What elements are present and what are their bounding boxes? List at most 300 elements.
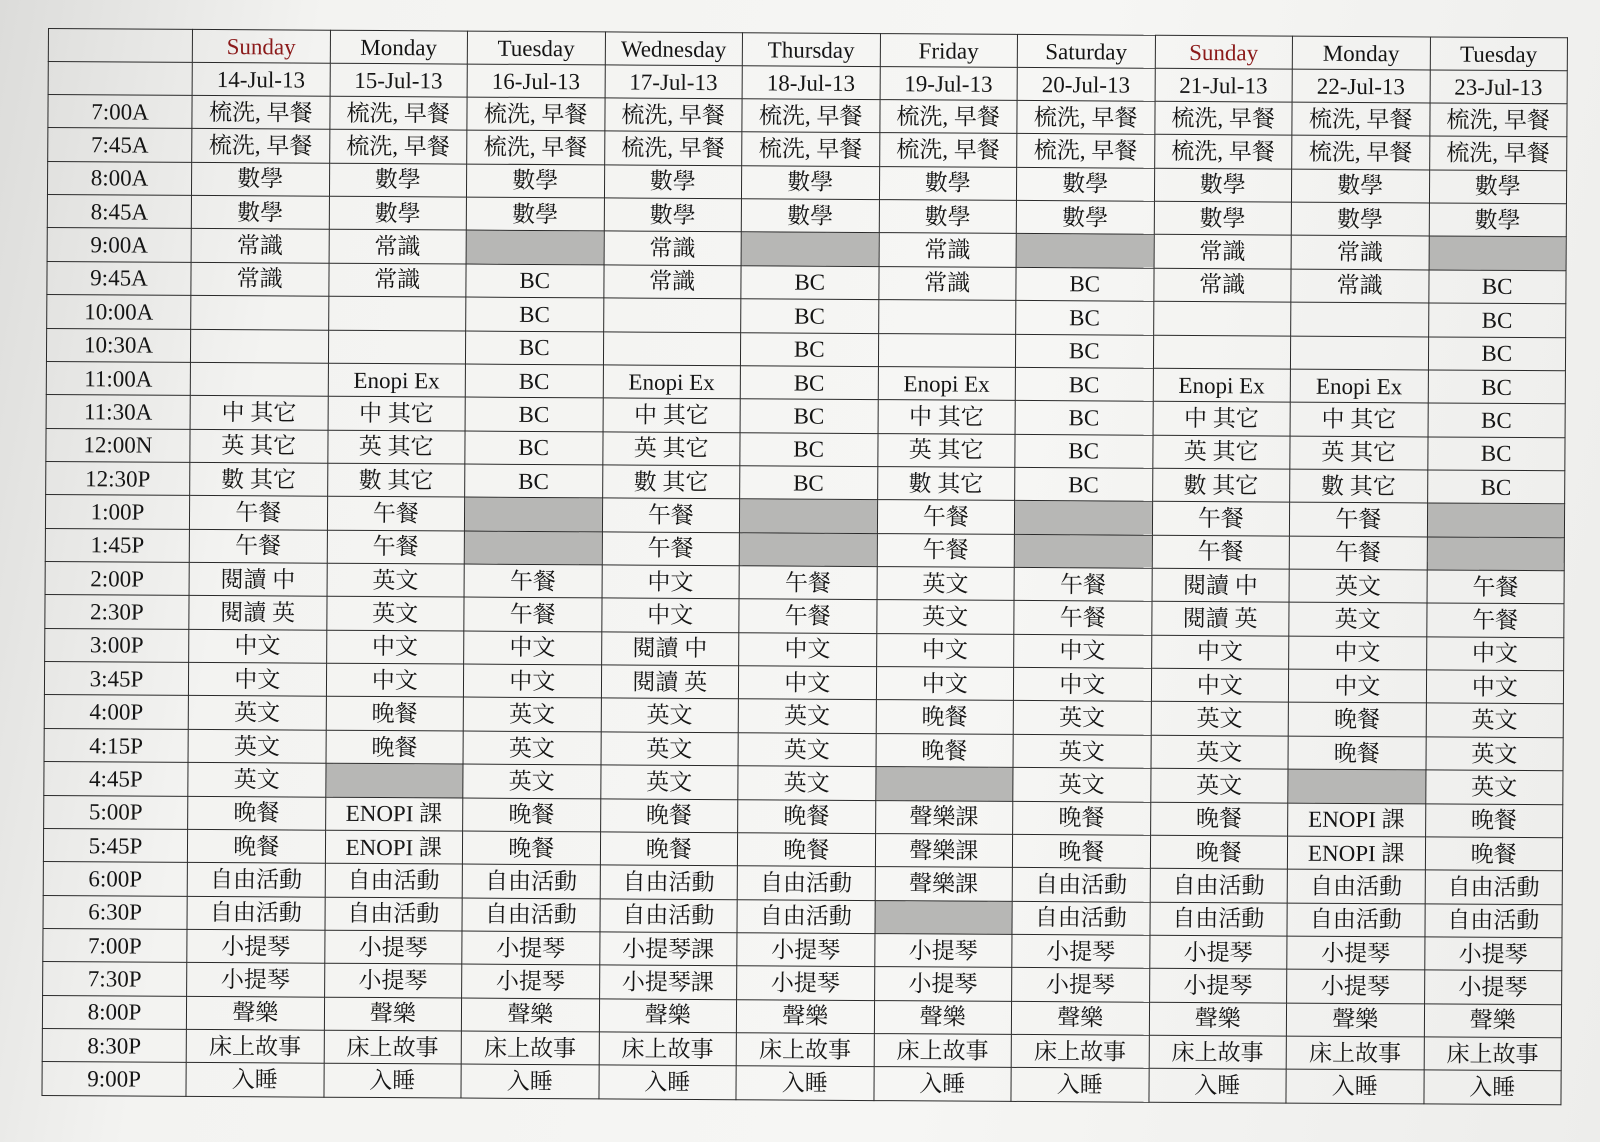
schedule-cell: 午餐 bbox=[327, 497, 465, 531]
schedule-cell: 常識 bbox=[1153, 268, 1291, 302]
schedule-cell: Enopi Ex bbox=[878, 366, 1016, 400]
schedule-cell: 數學 bbox=[879, 200, 1017, 234]
time-slot-label: 8:00P bbox=[42, 995, 186, 1029]
schedule-cell: 常識 bbox=[1154, 235, 1292, 269]
schedule-cell: 晚餐 bbox=[1425, 837, 1563, 871]
schedule-cell: ENOPI 課 bbox=[325, 830, 463, 864]
schedule-cell: 小提琴 bbox=[187, 963, 325, 997]
shaded-cell bbox=[875, 767, 1013, 801]
schedule-cell: 常識 bbox=[878, 266, 1016, 300]
schedule-cell: 數 其它 bbox=[602, 465, 740, 499]
schedule-cell: 閱讀 中 bbox=[1152, 568, 1290, 602]
schedule-cell: 中 其它 bbox=[1290, 402, 1428, 436]
schedule-cell: 梳洗, 早餐 bbox=[192, 95, 330, 129]
day-header-4: Thursday bbox=[742, 33, 880, 67]
schedule-cell: Enopi Ex bbox=[1290, 369, 1428, 403]
schedule-cell: 數 其它 bbox=[1152, 468, 1290, 502]
schedule-cell: 英文 bbox=[1150, 768, 1288, 802]
schedule-cell: 自由活動 bbox=[737, 866, 875, 900]
schedule-cell: 數學 bbox=[466, 164, 604, 198]
schedule-cell: 午餐 bbox=[877, 533, 1015, 567]
schedule-cell: 中文 bbox=[326, 630, 464, 664]
schedule-cell: 小提琴 bbox=[1287, 969, 1425, 1003]
schedule-cell: 入睡 bbox=[1286, 1070, 1424, 1104]
schedule-cell: 梳洗, 早餐 bbox=[1154, 135, 1292, 169]
day-header-5: Friday bbox=[880, 34, 1018, 68]
schedule-cell: 晚餐 bbox=[876, 733, 1014, 767]
date-header-1: 15-Jul-13 bbox=[330, 63, 468, 97]
schedule-cell: 英 其它 bbox=[1290, 436, 1428, 470]
schedule-cell: BC bbox=[465, 431, 603, 465]
schedule-cell: 小提琴課 bbox=[599, 932, 737, 966]
schedule-cell: 中文 bbox=[739, 632, 877, 666]
shaded-cell bbox=[1429, 236, 1567, 270]
schedule-cell: 英文 bbox=[1151, 702, 1289, 736]
schedule-cell: 入睡 bbox=[873, 1067, 1011, 1101]
schedule-cell: 中 其它 bbox=[1153, 401, 1291, 435]
schedule-cell: 小提琴 bbox=[1424, 970, 1562, 1004]
time-slot-label: 5:00P bbox=[44, 795, 188, 829]
schedule-cell: 常識 bbox=[1291, 236, 1429, 270]
schedule-cell: 中文 bbox=[1151, 635, 1289, 669]
schedule-cell: 自由活動 bbox=[600, 865, 738, 899]
time-slot-label: 4:45P bbox=[44, 762, 188, 796]
schedule-cell: BC bbox=[741, 299, 879, 333]
schedule-cell: 入睡 bbox=[323, 1064, 461, 1098]
time-slot-label: 10:30A bbox=[46, 328, 190, 362]
schedule-cell: 英文 bbox=[738, 766, 876, 800]
schedule-cell bbox=[1291, 302, 1429, 336]
schedule-cell: BC bbox=[1427, 470, 1565, 504]
schedule-cell: 午餐 bbox=[602, 498, 740, 532]
schedule-cell: 英文 bbox=[188, 696, 326, 730]
schedule-cell: 常識 bbox=[191, 262, 329, 296]
schedule-cell: 英文 bbox=[738, 699, 876, 733]
shaded-cell bbox=[1288, 769, 1426, 803]
schedule-cell: BC bbox=[1015, 467, 1153, 501]
schedule-cell: 英文 bbox=[877, 567, 1015, 601]
schedule-cell: 中文 bbox=[1014, 634, 1152, 668]
date-header-5: 19-Jul-13 bbox=[880, 67, 1018, 101]
schedule-cell: 小提琴 bbox=[874, 967, 1012, 1001]
schedule-cell: 梳洗, 早餐 bbox=[1017, 134, 1155, 168]
schedule-cell: BC bbox=[740, 399, 878, 433]
schedule-cell: 聲樂 bbox=[874, 1000, 1012, 1034]
schedule-cell: 中 其它 bbox=[878, 400, 1016, 434]
schedule-cell: 聲樂 bbox=[186, 996, 324, 1030]
schedule-cell: 英文 bbox=[327, 563, 465, 597]
schedule-cell: 床上故事 bbox=[1286, 1036, 1424, 1070]
schedule-cell: 中文 bbox=[189, 629, 327, 663]
schedule-cell bbox=[603, 298, 741, 332]
schedule-cell: 中文 bbox=[1013, 668, 1151, 702]
schedule-cell: 自由活動 bbox=[1425, 870, 1563, 904]
schedule-cell: 中文 bbox=[463, 664, 601, 698]
shaded-cell bbox=[464, 497, 602, 531]
shaded-cell bbox=[739, 499, 877, 533]
schedule-cell: 英文 bbox=[1013, 768, 1151, 802]
schedule-cell: 中 其它 bbox=[190, 396, 328, 430]
schedule-cell: 自由活動 bbox=[599, 899, 737, 933]
schedule-cell: 英文 bbox=[1289, 569, 1427, 603]
schedule-cell: BC bbox=[740, 466, 878, 500]
schedule-cell: 晚餐 bbox=[462, 831, 600, 865]
schedule-cell: 英文 bbox=[1426, 703, 1564, 737]
schedule-cell: 自由活動 bbox=[1424, 904, 1562, 938]
schedule-cell: 晚餐 bbox=[188, 796, 326, 830]
schedule-cell bbox=[1153, 301, 1291, 335]
schedule-cell: 閱讀 英 bbox=[601, 665, 739, 699]
schedule-cell: BC bbox=[465, 397, 603, 431]
schedule-cell: BC bbox=[1428, 270, 1566, 304]
schedule-cell: 英 其它 bbox=[327, 430, 465, 464]
schedule-cell: 梳洗, 早餐 bbox=[467, 130, 605, 164]
schedule-cell: 數學 bbox=[329, 196, 467, 230]
schedule-cell: 聲樂 bbox=[1424, 1004, 1562, 1038]
schedule-cell: 英文 bbox=[188, 729, 326, 763]
schedule-cell: 中文 bbox=[1426, 670, 1564, 704]
time-slot-label: 7:00A bbox=[48, 95, 192, 129]
schedule-cell: 聲樂 bbox=[324, 997, 462, 1031]
schedule-cell: Enopi Ex bbox=[328, 363, 466, 397]
schedule-cell: 小提琴 bbox=[324, 964, 462, 998]
schedule-cell: 梳洗, 早餐 bbox=[1154, 101, 1292, 135]
time-slot-label: 8:30P bbox=[42, 1029, 186, 1063]
schedule-cell: 常識 bbox=[604, 231, 742, 265]
time-slot-label: 4:00P bbox=[44, 695, 188, 729]
schedule-cell: 英 其它 bbox=[602, 431, 740, 465]
schedule-cell: 英文 bbox=[1425, 770, 1563, 804]
schedule-cell: 數 其它 bbox=[190, 462, 328, 496]
schedule-cell: 床上故事 bbox=[186, 1029, 324, 1063]
schedule-cell: 午餐 bbox=[1014, 601, 1152, 635]
schedule-cell: 英文 bbox=[1289, 602, 1427, 636]
schedule-cell bbox=[1290, 336, 1428, 370]
schedule-cell: 梳洗, 早餐 bbox=[192, 129, 330, 163]
shaded-cell bbox=[739, 532, 877, 566]
schedule-cell: BC bbox=[465, 331, 603, 365]
schedule-cell: 中 其它 bbox=[328, 396, 466, 430]
schedule-cell: 梳洗, 早餐 bbox=[879, 133, 1017, 167]
schedule-cell: BC bbox=[466, 297, 604, 331]
shaded-cell bbox=[1427, 537, 1565, 571]
schedule-cell: 自由活動 bbox=[737, 899, 875, 933]
shaded-cell bbox=[741, 232, 879, 266]
schedule-cell: ENOPI 課 bbox=[1288, 803, 1426, 837]
schedule-cell: 晚餐 bbox=[600, 832, 738, 866]
schedule-cell bbox=[603, 331, 741, 365]
schedule-cell bbox=[1153, 335, 1291, 369]
schedule-cell: Enopi Ex bbox=[603, 365, 741, 399]
schedule-cell: 小提琴 bbox=[1149, 935, 1287, 969]
schedule-cell: 午餐 bbox=[464, 597, 602, 631]
schedule-cell: 午餐 bbox=[327, 530, 465, 564]
schedule-cell: 常識 bbox=[879, 233, 1017, 267]
schedule-cell: 常識 bbox=[1291, 269, 1429, 303]
schedule-cell: 小提琴 bbox=[1287, 936, 1425, 970]
schedule-cell: 入睡 bbox=[1148, 1069, 1286, 1103]
schedule-cell: 晚餐 bbox=[1288, 736, 1426, 770]
schedule-cell: 入睡 bbox=[598, 1065, 736, 1099]
schedule-cell: 梳洗, 早餐 bbox=[1292, 135, 1430, 169]
schedule-cell: 中文 bbox=[1151, 668, 1289, 702]
schedule-cell: 英文 bbox=[601, 698, 739, 732]
schedule-cell: 數學 bbox=[604, 165, 742, 199]
schedule-cell: 梳洗, 早餐 bbox=[742, 132, 880, 166]
schedule-cell: 午餐 bbox=[1289, 536, 1427, 570]
schedule-cell: BC bbox=[1016, 267, 1154, 301]
schedule-cell: 中文 bbox=[188, 662, 326, 696]
schedule-cell: 閱讀 英 bbox=[189, 596, 327, 630]
schedule-cell: 床上故事 bbox=[1149, 1035, 1287, 1069]
day-header-7: Sunday bbox=[1155, 35, 1293, 69]
schedule-cell: 英 其它 bbox=[1152, 435, 1290, 469]
schedule-cell: 小提琴 bbox=[874, 934, 1012, 968]
schedule-cell: 數學 bbox=[879, 166, 1017, 200]
schedule-cell: 自由活動 bbox=[1287, 869, 1425, 903]
schedule-cell: 數學 bbox=[1016, 167, 1154, 201]
schedule-cell: 自由活動 bbox=[325, 863, 463, 897]
day-header-1: Monday bbox=[330, 30, 468, 64]
schedule-cell: 數 其它 bbox=[327, 463, 465, 497]
time-slot-label: 3:45P bbox=[44, 662, 188, 696]
time-slot-label: 3:00P bbox=[45, 628, 189, 662]
schedule-cell: 英文 bbox=[463, 731, 601, 765]
time-slot-label: 6:30P bbox=[43, 895, 187, 929]
schedule-cell: 數學 bbox=[466, 197, 604, 231]
day-header-9: Tuesday bbox=[1430, 37, 1568, 71]
schedule-cell: 自由活動 bbox=[462, 898, 600, 932]
schedule-cell: 閱讀 中 bbox=[189, 562, 327, 596]
schedule-cell bbox=[190, 329, 328, 363]
schedule-cell: 梳洗, 早餐 bbox=[742, 99, 880, 133]
schedule-cell: 常識 bbox=[191, 229, 329, 263]
schedule-cell: 午餐 bbox=[464, 564, 602, 598]
schedule-cell: 中文 bbox=[326, 663, 464, 697]
schedule-cell: 數學 bbox=[1429, 170, 1567, 204]
schedule-cell: 午餐 bbox=[1289, 502, 1427, 536]
schedule-cell: 聲樂課 bbox=[875, 867, 1013, 901]
schedule-cell: 午餐 bbox=[739, 599, 877, 633]
schedule-cell: 自由活動 bbox=[1150, 869, 1288, 903]
schedule-cell: 閱讀 英 bbox=[1151, 602, 1289, 636]
schedule-cell: 中文 bbox=[464, 631, 602, 665]
time-slot-label: 9:45A bbox=[47, 261, 191, 295]
schedule-cell: 小提琴 bbox=[1149, 969, 1287, 1003]
schedule-cell: 梳洗, 早餐 bbox=[604, 131, 742, 165]
shaded-cell bbox=[325, 763, 463, 797]
schedule-cell: ENOPI 課 bbox=[1287, 836, 1425, 870]
schedule-cell bbox=[191, 296, 329, 330]
schedule-cell: 自由活動 bbox=[324, 897, 462, 931]
shaded-cell bbox=[464, 531, 602, 565]
schedule-cell: 晚餐 bbox=[876, 700, 1014, 734]
schedule-cell bbox=[878, 333, 1016, 367]
schedule-cell: 梳洗, 早餐 bbox=[879, 100, 1017, 134]
time-slot-label: 10:00A bbox=[47, 295, 191, 329]
schedule-cell: 小提琴 bbox=[324, 930, 462, 964]
schedule-cell: 數學 bbox=[329, 163, 467, 197]
time-slot-label: 1:00P bbox=[45, 495, 189, 529]
schedule-cell: 床上故事 bbox=[1011, 1034, 1149, 1068]
schedule-cell: BC bbox=[1015, 401, 1153, 435]
schedule-body bbox=[42, 95, 1567, 1105]
schedule-cell: BC bbox=[1428, 303, 1566, 337]
corner-cell-lower bbox=[48, 62, 192, 96]
schedule-cell: 梳洗, 早餐 bbox=[329, 96, 467, 130]
time-slot-label: 9:00A bbox=[47, 228, 191, 262]
schedule-cell: 梳洗, 早餐 bbox=[1429, 103, 1567, 137]
time-slot-label: 8:00A bbox=[47, 161, 191, 195]
schedule-cell: 晚餐 bbox=[187, 829, 325, 863]
schedule-cell: 入睡 bbox=[1423, 1070, 1561, 1104]
date-header-8: 22-Jul-13 bbox=[1292, 69, 1430, 103]
schedule-cell: 小提琴 bbox=[737, 933, 875, 967]
schedule-cell: 英文 bbox=[601, 732, 739, 766]
schedule-cell: 聲樂課 bbox=[875, 833, 1013, 867]
schedule-cell: 晚餐 bbox=[1150, 802, 1288, 836]
schedule-cell: 午餐 bbox=[739, 566, 877, 600]
schedule-cell: 英文 bbox=[738, 733, 876, 767]
schedule-cell: 數 其它 bbox=[1290, 469, 1428, 503]
schedule-cell: 英文 bbox=[326, 597, 464, 631]
schedule-cell: 常識 bbox=[328, 263, 466, 297]
schedule-cell: ENOPI 課 bbox=[325, 797, 463, 831]
schedule-cell: 梳洗, 早餐 bbox=[1429, 136, 1567, 170]
schedule-cell: 中文 bbox=[602, 565, 740, 599]
schedule-cell: 中文 bbox=[1426, 637, 1564, 671]
date-header-4: 18-Jul-13 bbox=[742, 66, 880, 100]
schedule-cell: 數學 bbox=[741, 165, 879, 199]
schedule-cell: 數學 bbox=[191, 162, 329, 196]
schedule-cell: 晚餐 bbox=[1425, 803, 1563, 837]
schedule-cell: 小提琴 bbox=[187, 929, 325, 963]
schedule-cell: BC bbox=[740, 366, 878, 400]
schedule-cell: 常識 bbox=[329, 230, 467, 264]
schedule-cell: 入睡 bbox=[736, 1066, 874, 1100]
schedule-cell: 數學 bbox=[191, 195, 329, 229]
schedule-cell: 英文 bbox=[463, 698, 601, 732]
shaded-cell bbox=[1014, 534, 1152, 568]
schedule-cell: 英文 bbox=[463, 764, 601, 798]
schedule-cell: 中文 bbox=[1288, 669, 1426, 703]
time-slot-label: 7:30P bbox=[43, 962, 187, 996]
schedule-cell: BC bbox=[466, 264, 604, 298]
time-slot-label: 2:30P bbox=[45, 595, 189, 629]
schedule-cell: 晚餐 bbox=[1013, 801, 1151, 835]
date-header-3: 17-Jul-13 bbox=[605, 65, 743, 99]
schedule-cell: 小提琴 bbox=[1424, 937, 1562, 971]
schedule-cell: 自由活動 bbox=[462, 864, 600, 898]
schedule-cell: 中 其它 bbox=[603, 398, 741, 432]
schedule-cell: 梳洗, 早餐 bbox=[604, 98, 742, 132]
schedule-cell: 晚餐 bbox=[1150, 835, 1288, 869]
schedule-cell bbox=[328, 296, 466, 330]
schedule-cell: 床上故事 bbox=[461, 1031, 599, 1065]
schedule-cell: 數學 bbox=[1291, 202, 1429, 236]
schedule-cell: 中文 bbox=[876, 633, 1014, 667]
schedule-cell: 午餐 bbox=[1014, 567, 1152, 601]
schedule-cell: 自由活動 bbox=[187, 863, 325, 897]
schedule-cell: 英文 bbox=[1150, 735, 1288, 769]
schedule-cell: BC bbox=[465, 364, 603, 398]
schedule-cell: 午餐 bbox=[1427, 570, 1565, 604]
schedule-cell: BC bbox=[1428, 370, 1566, 404]
shaded-cell bbox=[466, 230, 604, 264]
schedule-cell: 梳洗, 早餐 bbox=[329, 130, 467, 164]
schedule-cell: 聲樂 bbox=[736, 999, 874, 1033]
schedule-cell: 聲樂 bbox=[461, 998, 599, 1032]
schedule-cell: BC bbox=[740, 332, 878, 366]
schedule-cell: 聲樂 bbox=[1286, 1003, 1424, 1037]
schedule-cell: BC bbox=[1015, 334, 1153, 368]
schedule-cell: 晚餐 bbox=[600, 798, 738, 832]
date-header-0: 14-Jul-13 bbox=[192, 62, 330, 96]
day-header-3: Wednesday bbox=[605, 32, 743, 66]
schedule-cell: 數學 bbox=[1016, 200, 1154, 234]
time-slot-label: 5:45P bbox=[43, 828, 187, 862]
day-header-6: Saturday bbox=[1017, 34, 1155, 68]
schedule-cell bbox=[190, 362, 328, 396]
schedule-cell: 數 其它 bbox=[877, 467, 1015, 501]
time-slot-label: 12:00N bbox=[46, 428, 190, 462]
schedule-cell: BC bbox=[1427, 437, 1565, 471]
schedule-cell: 數學 bbox=[1291, 169, 1429, 203]
schedule-cell: 午餐 bbox=[602, 532, 740, 566]
schedule-cell: 中文 bbox=[738, 666, 876, 700]
schedule-cell: BC bbox=[1428, 403, 1566, 437]
date-header-9: 23-Jul-13 bbox=[1430, 70, 1568, 104]
schedule-cell: BC bbox=[1428, 336, 1566, 370]
schedule-cell: 聲樂 bbox=[599, 999, 737, 1033]
schedule-cell: 數學 bbox=[604, 198, 742, 232]
schedule-cell: 自由活動 bbox=[1012, 901, 1150, 935]
schedule-cell: BC bbox=[741, 266, 879, 300]
schedule-cell: 英 其它 bbox=[877, 433, 1015, 467]
schedule-cell: 晚餐 bbox=[326, 697, 464, 731]
schedule-cell: BC bbox=[740, 432, 878, 466]
schedule-cell: 自由活動 bbox=[1149, 902, 1287, 936]
date-header-2: 16-Jul-13 bbox=[467, 64, 605, 98]
schedule-cell bbox=[328, 330, 466, 364]
schedule-cell: 午餐 bbox=[877, 500, 1015, 534]
schedule-cell: 床上故事 bbox=[1424, 1037, 1562, 1071]
schedule-cell: 聲樂 bbox=[1011, 1001, 1149, 1035]
schedule-cell: 英文 bbox=[1013, 734, 1151, 768]
time-slot-label: 7:45A bbox=[48, 128, 192, 162]
schedule-cell: 晚餐 bbox=[737, 833, 875, 867]
shaded-cell bbox=[874, 900, 1012, 934]
schedule-cell: 入睡 bbox=[461, 1064, 599, 1098]
date-header-6: 20-Jul-13 bbox=[1017, 67, 1155, 101]
schedule-cell: 小提琴 bbox=[462, 964, 600, 998]
schedule-cell: 午餐 bbox=[189, 529, 327, 563]
date-header-7: 21-Jul-13 bbox=[1155, 68, 1293, 102]
schedule-cell: 聲樂 bbox=[1149, 1002, 1287, 1036]
schedule-cell: 英文 bbox=[1425, 737, 1563, 771]
schedule-cell: 英文 bbox=[188, 763, 326, 797]
shaded-cell bbox=[1016, 234, 1154, 268]
schedule-cell: 中文 bbox=[876, 667, 1014, 701]
time-slot-label: 8:45A bbox=[47, 195, 191, 229]
time-slot-label: 9:00P bbox=[42, 1062, 186, 1096]
schedule-cell: 常識 bbox=[603, 265, 741, 299]
schedule-cell: 小提琴 bbox=[462, 931, 600, 965]
schedule-cell: 晚餐 bbox=[463, 798, 601, 832]
schedule-cell: 小提琴 bbox=[1012, 968, 1150, 1002]
schedule-cell: BC bbox=[1015, 434, 1153, 468]
schedule-cell: 聲樂課 bbox=[875, 800, 1013, 834]
